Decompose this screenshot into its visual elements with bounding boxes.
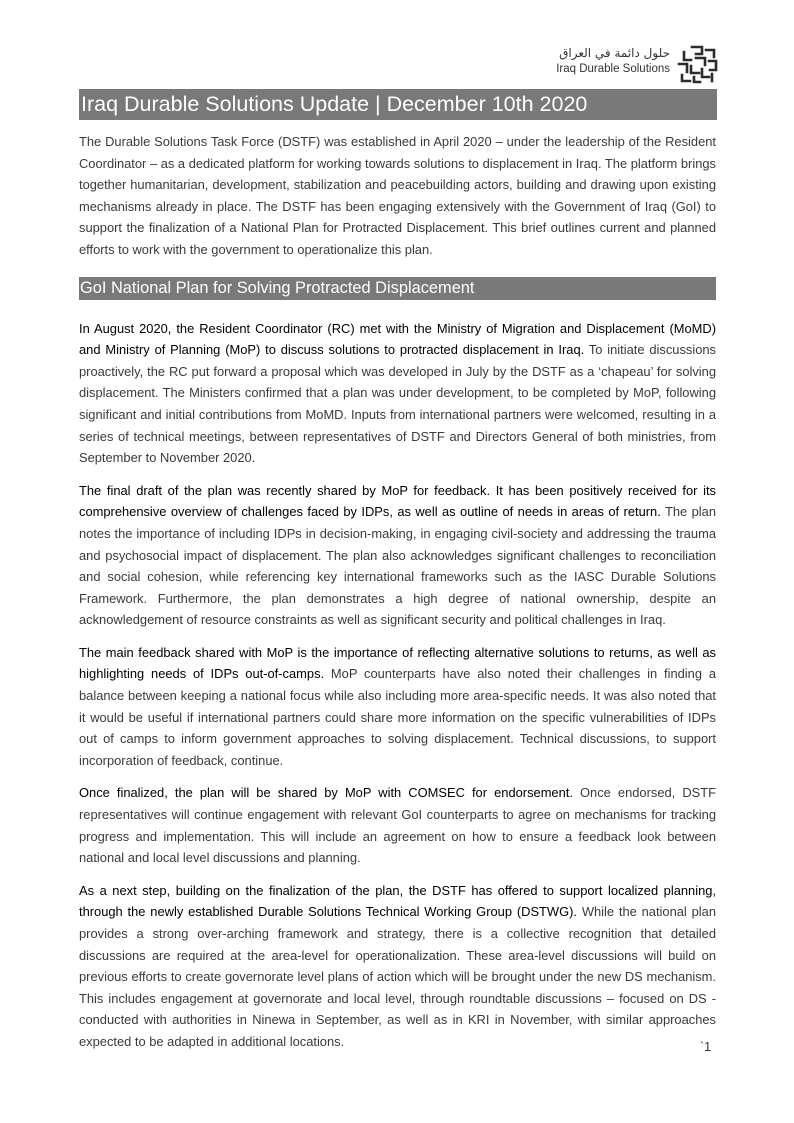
logo-english-text: Iraq Durable Solutions: [556, 63, 670, 75]
body-paragraph: [79, 318, 716, 469]
page-title: Iraq Durable Solutions Update | December 10th 2020: [81, 92, 588, 116]
paragraph-lead: The final draft of the plan was recently shared by MoP for feedback. It has been positively received for its comprehensive overview of challenges faced by IDPs, as well as outline of needs in areas of return.: [79, 482, 716, 520]
paragraph-lead: As a next step, building on the finalization of the plan, the DSTF has offered to support localized planning, through the newly established Durable Solutions Technical Working Group (DSTWG).: [79, 882, 716, 920]
logo: [556, 44, 721, 84]
paragraph-text: Once endorsed, DSTF representatives will continue engagement with relevant GoI counterparts to agree on mechanisms for tracking progress and implementation. This will include an agreement on how to ensure a feedback look between national and local level discussions and planning.: [79, 785, 716, 866]
main-content: [79, 131, 716, 1064]
paragraph-lead: The main feedback shared with MoP is the importance of reflecting alternative solutions to returns, as well as highlighting needs of IDPs out-of-camps.: [79, 644, 716, 682]
body-paragraph: [79, 642, 716, 772]
section-heading: GoI National Plan for Solving Protracted Displacement: [80, 278, 475, 297]
paragraph-text: MoP counterparts have also noted their challenges in finding a balance between keeping a national focus while also including more area-specific needs. It was also noted that it would be useful if international partners could share more information on the specific vulnerabilities of IDPs out of camps to inform government approaches to solving displacement. Technical discussions, to support incorporation of feedback, continue.: [79, 666, 716, 768]
body-paragraph: [79, 880, 716, 1053]
paragraph-lead: In August 2020, the Resident Coordinator (RC) met with the Ministry of Migration and Displacement (MoMD) and Ministry of Planning (MoP) to discuss solutions to protracted displacement in Iraq.: [79, 320, 716, 358]
section-heading-bar: [79, 277, 716, 300]
arabic-calligraphy-mark-icon: [676, 44, 718, 84]
paragraph-text: To initiate discussions proactively, the RC put forward a proposal which was developed in July by the DSTF as a ‘chapeau’ for solving displacement. The Ministers confirmed that a plan was under development, to be completed by MoP, following significant and initial contributions from MoMD. Inputs from international partners were welcomed, resulting in a series of technical meetings, between representatives of DSTF and Directors General of both ministries, from September to November 2020.: [79, 342, 716, 466]
paragraph-lead: Once finalized, the plan will be shared by MoP with COMSEC for endorsement.: [79, 785, 573, 801]
body-paragraph: [79, 480, 716, 631]
logo-arabic-text: حلول دائمة في العراق: [559, 46, 670, 60]
body-paragraph: [79, 782, 716, 868]
page-number: `1: [700, 1040, 712, 1054]
paragraph-text: The plan notes the importance of including IDPs in decision-making, in engaging civil-society and addressing the trauma and psychosocial impact of displacement. The plan also acknowledges significant challenges to reconciliation and social cohesion, while referencing key international frameworks such as the IASC Durable Solutions Framework. Furthermore, the plan demonstrates a high degree of national ownership, despite an acknowledgement of resource constraints as well as significant security and political challenges in Iraq.: [79, 504, 716, 628]
title-bar: [79, 89, 717, 120]
intro-paragraph: The Durable Solutions Task Force (DSTF) was established in April 2020 – under the leadership of the Resident Coordinator – as a dedicated platform for working towards solutions to displacement in Iraq. The platform brings together humanitarian, development, stabilization and peacebuilding actors, building and drawing upon existing mechanisms already in place. The DSTF has been engaging extensively with the Government of Iraq (GoI) to support the finalization of a National Plan for Protracted Displacement. This brief outlines current and planned efforts to work with the government to operationalize this plan.: [79, 134, 716, 257]
paragraph-text: While the national plan provides a strong over-arching framework and strategy, there is a collective recognition that detailed discussions are required at the area-level for operationalization. These area-level discussions will build on previous efforts to create governorate level plans of action which will be brought under the new DS mechanism. This includes engagement at governorate and local level, through roundtable discussions – focused on DS - conducted with authorities in Ninewa in September, as well as in KRI in November, with similar approaches expected to be adapted in additional locations.: [79, 904, 716, 1049]
